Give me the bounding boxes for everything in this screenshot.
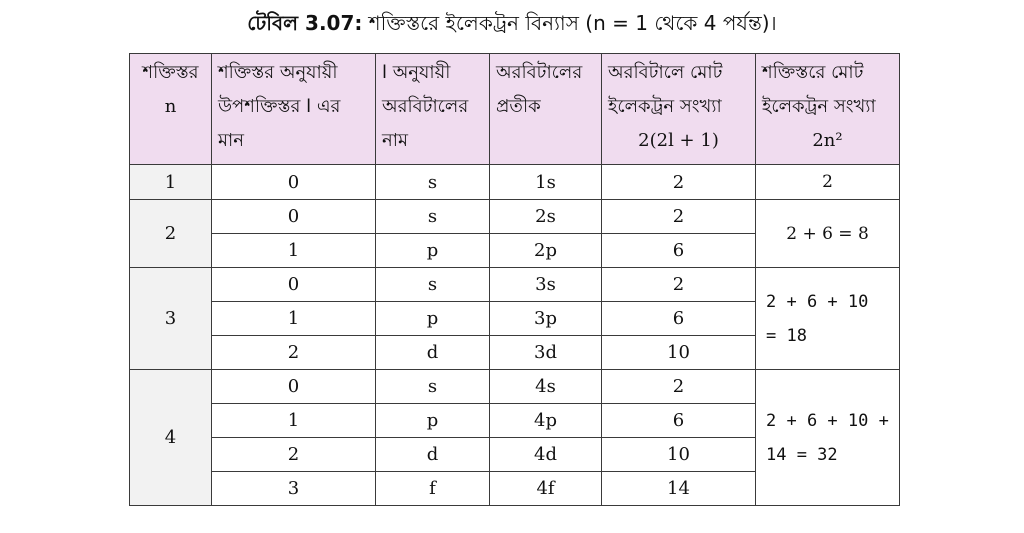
orbital-electrons-cell: 10: [602, 336, 756, 370]
orbital-electrons-cell: 2: [602, 268, 756, 302]
table-header: [130, 54, 900, 165]
table-row: [130, 165, 900, 200]
orbital-symbol-cell: 2s: [490, 200, 602, 234]
header-shell-line1: শক্তিস্তর: [142, 62, 199, 83]
l-value-cell: 0: [212, 268, 376, 302]
shell-total-line: 2 + 6 + 10: [766, 291, 869, 312]
orbital-symbol-cell: 1s: [490, 165, 602, 200]
orbital-electrons-cell: 6: [602, 302, 756, 336]
header-l-value: [212, 54, 376, 165]
orbital-electrons-cell: 14: [602, 472, 756, 506]
table-row: [130, 200, 900, 234]
header-orbital-electrons-line1: অরবিটালে মোট: [608, 62, 723, 83]
header-l-value-line2: উপশক্তিস্তর l এর: [218, 96, 341, 117]
orbital-name-cell: d: [376, 336, 490, 370]
l-value-cell: 2: [212, 438, 376, 472]
orbital-name-cell: s: [376, 268, 490, 302]
l-value-cell: 1: [212, 234, 376, 268]
header-orbital-name: [376, 54, 490, 165]
table-row: [130, 370, 900, 404]
header-l-value-line3: মান: [218, 130, 244, 151]
electron-configuration-table: [129, 53, 900, 506]
caption-label: টেবিল 3.07:: [247, 11, 363, 35]
orbital-name-cell: p: [376, 404, 490, 438]
orbital-symbol-cell: 3p: [490, 302, 602, 336]
header-shell-electrons: [756, 54, 900, 165]
orbital-name-cell: s: [376, 370, 490, 404]
orbital-symbol-cell: 3d: [490, 336, 602, 370]
caption-text: শক্তিস্তরে ইলেকট্রন বিন্যাস (n = 1 থেকে 4 পর্যন্ত)।: [368, 11, 777, 35]
orbital-symbol-cell: 2p: [490, 234, 602, 268]
l-value-cell: 0: [212, 165, 376, 200]
l-value-cell: 0: [212, 370, 376, 404]
shell-total-cell: [756, 370, 900, 506]
header-orbital-symbol-line1: অরবিটালের: [496, 62, 583, 83]
l-value-cell: 1: [212, 404, 376, 438]
header-orbital-symbol-line2: প্রতীক: [496, 96, 541, 117]
header-shell-electrons-line1: শক্তিস্তরে মোট: [762, 62, 864, 83]
orbital-electrons-cell: 10: [602, 438, 756, 472]
header-shell-line2: n: [164, 96, 177, 117]
orbital-symbol-cell: 4s: [490, 370, 602, 404]
orbital-name-cell: f: [376, 472, 490, 506]
orbital-name-cell: s: [376, 200, 490, 234]
orbital-electrons-cell: 6: [602, 234, 756, 268]
header-shell-electrons-line2: ইলেকট্রন সংখ্যা: [762, 96, 876, 117]
orbital-symbol-cell: 4f: [490, 472, 602, 506]
l-value-cell: 0: [212, 200, 376, 234]
orbital-symbol-cell: 4p: [490, 404, 602, 438]
orbital-electrons-cell: 2: [602, 370, 756, 404]
header-shell: [130, 54, 212, 165]
table-body: [130, 165, 900, 506]
orbital-name-cell: d: [376, 438, 490, 472]
l-value-cell: 3: [212, 472, 376, 506]
shell-total-line: 14 = 32: [766, 444, 838, 465]
header-orbital-electrons: [602, 54, 756, 165]
header-orbital-name-line1: l অনুযায়ী: [382, 62, 451, 83]
orbital-name-cell: p: [376, 234, 490, 268]
shell-number-cell: 4: [130, 370, 212, 506]
shell-total-line: = 18: [766, 325, 807, 346]
shell-number-cell: 2: [130, 200, 212, 268]
header-orbital-symbol: [490, 54, 602, 165]
header-orbital-name-line2: অরবিটালের: [382, 96, 469, 117]
orbital-name-cell: s: [376, 165, 490, 200]
header-orbital-electrons-line2: ইলেকট্রন সংখ্যা: [608, 96, 722, 117]
l-value-cell: 2: [212, 336, 376, 370]
header-l-value-line1: শক্তিস্তর অনুযায়ী: [218, 62, 338, 83]
shell-total-line: 2 + 6 + 10 +: [766, 410, 889, 431]
header-shell-electrons-formula: 2n²: [812, 130, 843, 151]
orbital-electrons-cell: 2: [602, 165, 756, 200]
orbital-symbol-cell: 4d: [490, 438, 602, 472]
header-row: [130, 54, 900, 165]
orbital-name-cell: p: [376, 302, 490, 336]
shell-total-cell: 2: [756, 165, 900, 200]
orbital-electrons-cell: 6: [602, 404, 756, 438]
table-caption: [0, 8, 1024, 38]
shell-number-cell: 1: [130, 165, 212, 200]
shell-total-cell: 2 + 6 = 8: [756, 200, 900, 268]
l-value-cell: 1: [212, 302, 376, 336]
table-row: [130, 268, 900, 302]
shell-total-cell: [756, 268, 900, 370]
header-orbital-electrons-formula: 2(2l + 1): [638, 130, 719, 151]
header-orbital-name-line3: নাম: [382, 130, 408, 151]
orbital-symbol-cell: 3s: [490, 268, 602, 302]
shell-number-cell: 3: [130, 268, 212, 370]
orbital-electrons-cell: 2: [602, 200, 756, 234]
